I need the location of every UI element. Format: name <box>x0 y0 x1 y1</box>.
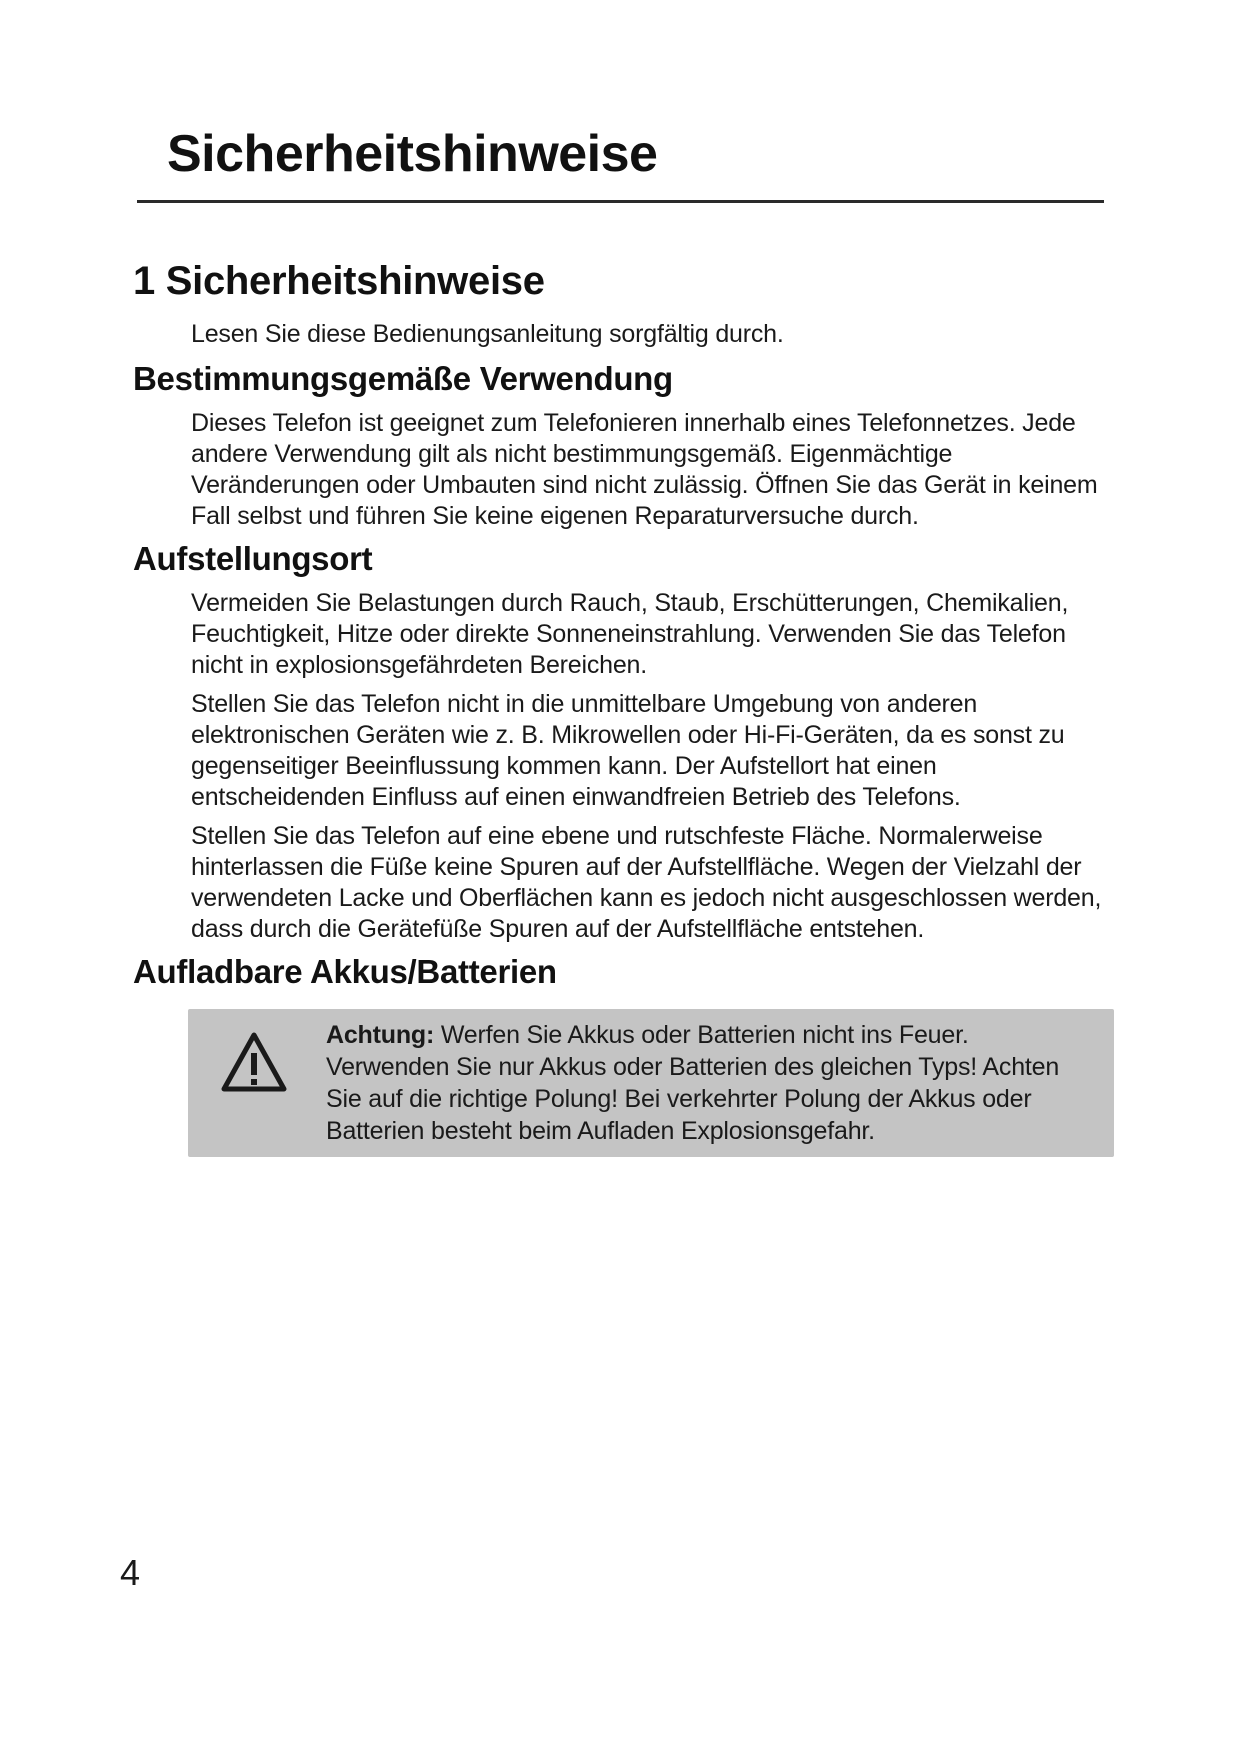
page-header <box>137 122 1104 203</box>
section-intro: Lesen Sie diese Bedienungsanleitung sorgfältig durch. <box>191 320 784 348</box>
batteries-heading: Aufladbare Akkus/Batterien <box>133 953 557 990</box>
location-heading: Aufstellungsort <box>133 540 373 577</box>
usage-paragraph: Dieses Telefon ist geeignet zum Telefonieren innerhalb eines Telefonnetzes. Jede andere Verwendung gilt als nicht bestimmungsgemäß. Eigenmächtige Veränderungen oder Umbauten sind nicht zulässig. Öffnen Sie das Gerät in keinem Fall selbst und führen Sie keine eigenen Reparaturversuche durch. <box>191 409 1098 530</box>
page-header-title: Sicherheitshinweise <box>167 125 658 183</box>
warning-message: Werfen Sie Akkus oder Batterien nicht ins Feuer. Verwenden Sie nur Akkus oder Batterien des gleichen Typs! Achten Sie auf die richtige Polung! Bei verkehrter Polung der Akkus oder Batterien besteht beim Aufladen Explosionsgefahr. <box>326 1021 1060 1145</box>
usage-heading: Bestimmungsgemäße Verwendung <box>133 360 673 397</box>
section-title: 1 Sicherheitshinweise <box>133 259 545 303</box>
location-paragraph-2: Stellen Sie das Telefon nicht in die unmittelbare Umgebung von anderen elektronischen Geräten wie z. B. Mikrowellen oder Hi-Fi-Geräten, da es sonst zu gegenseitiger Beeinflussung kommen kann. Der Aufstellort hat einen entscheidenden Einfluss auf einen einwandfreien Betrieb des Telefons. <box>191 690 1065 811</box>
warning-triangle-icon <box>220 1029 288 1097</box>
location-paragraph-3: Stellen Sie das Telefon auf eine ebene und rutschfeste Fläche. Normalerweise hinterlassen die Füße keine Spuren auf der Aufstellfläche. Wegen der Vielzahl der verwendeten Lacke und Oberflächen kann es jedoch nicht ausgeschlossen werden, dass durch die Gerätefüße Spuren auf der Aufstellfläche entstehen. <box>191 822 1102 943</box>
location-paragraph-1: Vermeiden Sie Belastungen durch Rauch, Staub, Erschütterungen, Chemikalien, Feuchtigkeit, Hitze oder direkte Sonneneinstrahlung. Verwenden Sie das Telefon nicht in explosionsgefährdeten Bereichen. <box>191 589 1069 679</box>
warning-box <box>188 1009 1114 1157</box>
warning-label: Achtung: <box>326 1021 435 1049</box>
page-number: 4 <box>120 1552 141 1593</box>
warning-text <box>326 1019 1096 1147</box>
main-content <box>133 255 1118 1001</box>
